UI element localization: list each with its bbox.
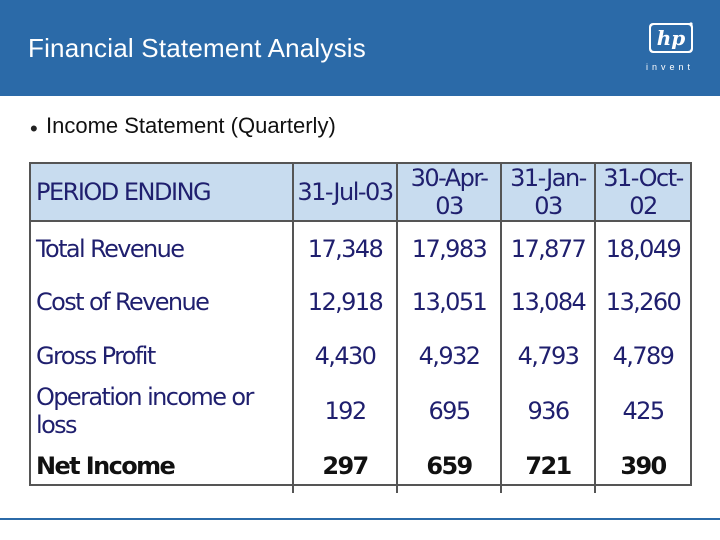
cell-value: 13,051 [397,275,501,329]
cell-value: 4,793 [501,329,595,383]
cell-value: 18,049 [605,234,681,263]
hp-logo-icon [648,22,694,62]
cell-value: 4,430 [293,329,397,383]
row-label: Cost of Revenue [31,275,293,329]
slide-title: Financial Statement Analysis [28,33,366,63]
cell-value: 695 [397,383,501,439]
table-row [31,329,690,383]
income-statement-table [29,162,692,486]
row-label: Gross Profit [31,329,293,383]
header-date: 31-Jul-03 [293,164,397,221]
row-label: Net Income [31,439,293,493]
header-date: 31-Oct-02 [595,164,690,221]
table-row-net-income [31,439,690,493]
table-row [31,221,690,275]
cell-value: 721 [501,439,595,493]
logo-tagline: invent [646,62,695,72]
cell-value: 390 [620,452,666,480]
bullet-text: Income Statement (Quarterly) [46,113,336,138]
cell-value: 297 [293,439,397,493]
hp-logo-text: hp [656,26,686,50]
cell-value: 192 [293,383,397,439]
cell-value: 425 [622,397,664,425]
header-date: 31-Jan-03 [501,164,595,221]
cell-value: 936 [501,383,595,439]
header-date: 30-Apr-03 [397,164,501,221]
row-label: Total Revenue [31,221,293,275]
row-label: Operation income or loss [31,383,293,439]
table-row [31,275,690,329]
table-row [31,383,690,439]
cell-value: 4,932 [397,329,501,383]
header-period-ending: PERIOD ENDING [31,164,293,221]
cell-value: 17,348 [293,221,397,275]
cell-value: 13,084 [501,275,595,329]
title-bar [0,0,720,96]
cell-value: 12,918 [293,275,397,329]
table-header-row [31,164,690,221]
footer-divider [0,518,720,520]
cell-value: 13,260 [605,288,681,316]
cell-value: 659 [397,439,501,493]
bullet-marker: • [30,116,38,141]
cell-value: 17,983 [397,221,501,275]
cell-value: 4,789 [612,342,674,370]
cell-value: 17,877 [501,221,595,275]
